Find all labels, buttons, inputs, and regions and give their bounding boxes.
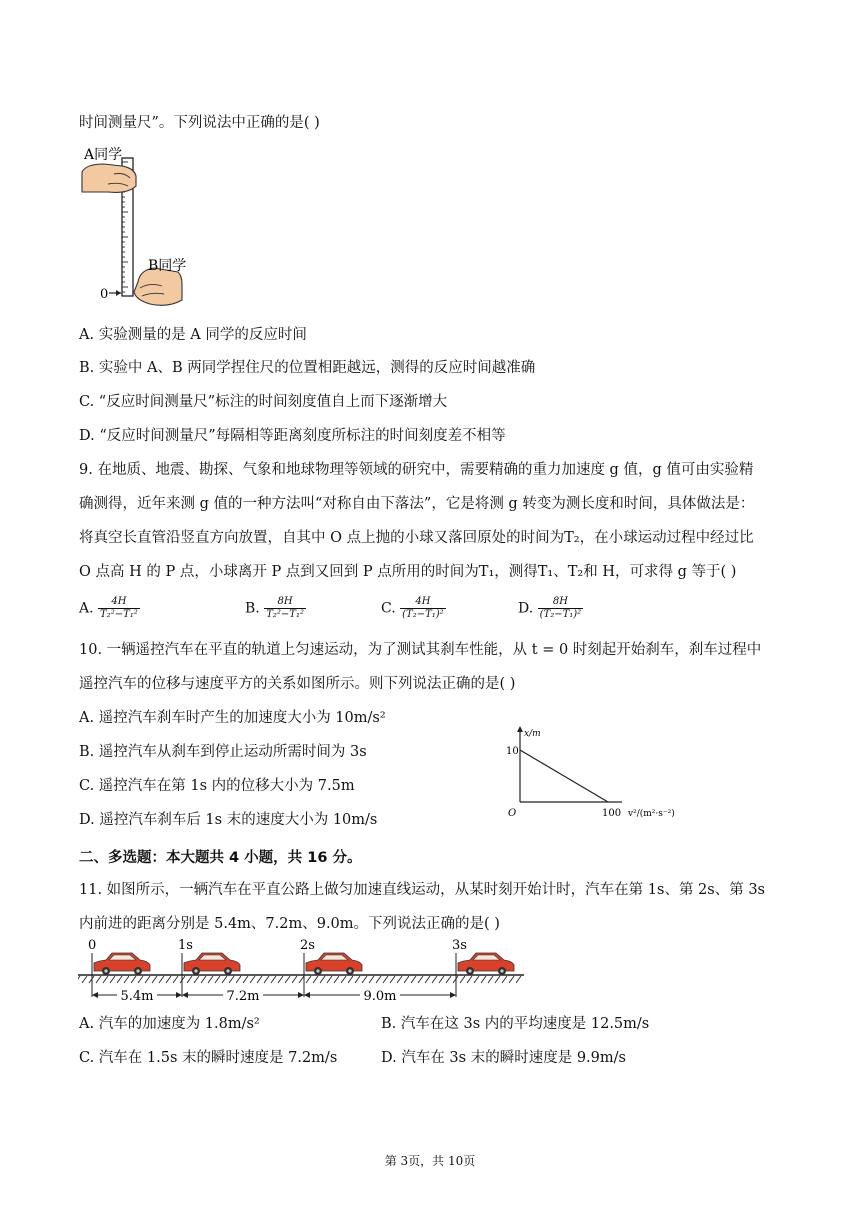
q11-option-d[interactable]: D. 汽车在 3s 末的瞬时速度是 9.9m/s (381, 1050, 626, 1066)
hand-a-icon (82, 164, 136, 192)
q9-option-a-label: A. (79, 600, 94, 617)
q8-stem-end: 时间测量尺”。下列说法中正确的是( ) (79, 115, 320, 131)
hatch-mark (78, 976, 80, 983)
hatch-mark (341, 976, 346, 983)
label-student-a: A同学 (84, 147, 123, 163)
q11-line-1: 11. 如图所示，一辆汽车在平直公路上做匀加速直线运动，从某时刻开始计时，汽车在第 1s、第 2s、第 3s (79, 882, 765, 898)
hatch-mark (215, 976, 220, 983)
q9-option-b-label: B. (245, 600, 260, 617)
hatch-mark (516, 976, 521, 983)
y-axis-arrow-icon (517, 726, 523, 732)
hatch-mark (502, 976, 507, 983)
hatch-mark (411, 976, 416, 983)
q9-option-d[interactable] (518, 596, 583, 621)
q9-option-c-label: C. (381, 600, 396, 617)
arrow-right-icon (450, 992, 456, 998)
series-line (520, 750, 608, 802)
hatch-mark (257, 976, 262, 983)
page-footer: 第 3页，共 10页 (384, 1154, 476, 1168)
x-axis-label: v²/(m²·s⁻²) (628, 809, 675, 819)
time-label: 1s (178, 938, 193, 953)
hatch-mark (166, 976, 171, 983)
hatch-mark (327, 976, 332, 983)
hatch-mark (355, 976, 360, 983)
hatch-mark (159, 976, 164, 983)
hatch-mark (369, 976, 374, 983)
hatch-mark (194, 976, 199, 983)
q10-option-d[interactable]: D. 遥控汽车刹车后 1s 末的速度大小为 10m/s (79, 812, 378, 828)
q8-option-c[interactable]: C. “反应时间测量尺”标注的时间刻度值自上而下逐渐增大 (79, 394, 448, 410)
q9-option-d-label: D. (518, 600, 534, 617)
hatch-mark (131, 976, 136, 983)
time-label: 3s (452, 938, 467, 953)
q10-line-1: 10. 一辆遥控汽车在平直的轨道上匀速运动，为了测试其刹车性能，从 t = 0 时刻起开始刹车，刹车过程中 (79, 642, 762, 658)
car-motion-figure (78, 935, 538, 1007)
car-icon (94, 953, 150, 975)
label-student-b: B同学 (148, 258, 187, 274)
hatch-mark (152, 976, 157, 983)
section-heading: 二、多选题：本大题共 4 小题，共 16 分。 (79, 850, 362, 866)
q9-line-3: 将真空长直管沿竖直方向放置，自其中 O 点上抛的小球又落回原处的时间为T₂，在小球运动过程中经过比 (79, 530, 754, 546)
hatch-mark (383, 976, 388, 983)
hatch-mark (103, 976, 108, 983)
arrow-right-icon (176, 992, 182, 998)
hatch-mark (509, 976, 514, 983)
q9-option-b-numerator: 8H (264, 596, 306, 609)
hatch-mark (313, 976, 318, 983)
hatch-mark (110, 976, 115, 983)
q9-option-c-denominator: (T₂−T₁)² (402, 609, 444, 620)
y-axis-label: x/m (524, 729, 541, 739)
hatch-mark (201, 976, 206, 983)
hatch-mark (208, 976, 213, 983)
hatch-mark (320, 976, 325, 983)
q9-line-4: O 点高 H 的 P 点，小球离开 P 点到又回到 P 点所用的时间为T₁，测得T₁、T₂和 H，可求得 g 等于( ) (79, 564, 737, 580)
q8-option-d[interactable]: D. “反应时间测量尺”每隔相等距离刻度所标注的时间刻度差不相等 (79, 428, 506, 444)
q9-line-2: 确测得，近年来测 g 值的一种方法叫“对称自由下落法”，它是将测 g 转变为测长度和时间，具体做法是： (79, 496, 755, 512)
hatch-mark (229, 976, 234, 983)
hatch-mark (222, 976, 227, 983)
q11-option-a[interactable]: A. 汽车的加速度为 1.8m/s² (79, 1016, 260, 1032)
arrow-right-icon (116, 290, 121, 296)
hatch-mark (446, 976, 451, 983)
q8-option-b[interactable]: B. 实验中 A、B 两同学捏住尺的位置相距越远，测得的反应时间越准确 (79, 360, 536, 376)
hatch-mark (173, 976, 178, 983)
hatch-mark (488, 976, 493, 983)
distance-label: 5.4m (120, 989, 154, 1004)
q9-option-d-numerator: 8H (538, 596, 584, 609)
hatch-mark (264, 976, 269, 983)
hatch-mark (334, 976, 339, 983)
car-icon (184, 953, 240, 975)
hatch-mark (292, 976, 297, 983)
q10-option-b[interactable]: B. 遥控汽车从刹车到停止运动所需时间为 3s (79, 744, 367, 760)
q9-option-b-denominator: T₂²−T₁² (266, 609, 304, 620)
hatch-mark (236, 976, 241, 983)
q9-option-d-denominator: (T₂−T₁)² (539, 609, 582, 620)
hatch-mark (439, 976, 444, 983)
q9-option-c-numerator: 4H (400, 596, 446, 609)
q11-option-c[interactable]: C. 汽车在 1.5s 末的瞬时速度是 7.2m/s (79, 1050, 338, 1066)
time-label: 2s (300, 938, 315, 953)
distance-label: 9.0m (363, 989, 397, 1004)
hatch-mark (138, 976, 143, 983)
hatch-mark (278, 976, 283, 983)
origin-label: O (508, 808, 517, 819)
hatch-mark (362, 976, 367, 983)
hatch-mark (397, 976, 402, 983)
q9-option-a[interactable] (79, 596, 140, 621)
arrow-left-icon (304, 992, 310, 998)
q11-line-2: 内前进的距离分别是 5.4m、7.2m、9.0m。下列说法正确的是( ) (79, 916, 500, 932)
displacement-velocity-chart (498, 720, 698, 824)
x-tick-label: 100 (602, 808, 622, 819)
hatch-mark (299, 976, 304, 983)
distance-label: 7.2m (226, 989, 260, 1004)
hatch-mark (117, 976, 122, 983)
hatch-mark (306, 976, 311, 983)
hatch-mark (285, 976, 290, 983)
hatch-mark (481, 976, 486, 983)
hatch-mark (124, 976, 129, 983)
arrow-right-icon (298, 992, 304, 998)
hatch-mark (187, 976, 192, 983)
q9-line-1: 9. 在地质、地震、勘探、气象和地球物理等领域的研究中，需要精确的重力加速度 g 值，g 值可由实验精 (79, 462, 754, 478)
hatch-mark (404, 976, 409, 983)
hatch-mark (243, 976, 248, 983)
time-label: 0 (88, 938, 97, 953)
q9-option-c[interactable] (381, 596, 446, 621)
q9-option-a-numerator: 4H (98, 596, 140, 609)
hatch-mark (82, 976, 87, 983)
hatch-mark (474, 976, 479, 983)
car-icon (306, 953, 362, 975)
q8-option-a[interactable]: A. 实验测量的是 A 同学的反应时间 (79, 327, 307, 343)
reaction-ruler-figure (78, 142, 208, 307)
arrow-left-icon (92, 992, 98, 998)
q10-line-2: 遥控汽车的位移与速度平方的关系如图所示。则下列说法正确的是( ) (79, 676, 516, 692)
arrow-left-icon (182, 992, 188, 998)
hatch-mark (145, 976, 150, 983)
hatch-mark (425, 976, 430, 983)
y-tick-label: 10 (506, 746, 519, 757)
q9-option-b[interactable] (245, 596, 306, 621)
hatch-mark (348, 976, 353, 983)
car-icon (458, 953, 514, 975)
q9-option-a-denominator: T₂²−T₁² (100, 609, 138, 620)
hatch-mark (390, 976, 395, 983)
hatch-mark (460, 976, 465, 983)
hatch-mark (432, 976, 437, 983)
hatch-mark (250, 976, 255, 983)
hatch-mark (418, 976, 423, 983)
hatch-mark (495, 976, 500, 983)
hatch-mark (467, 976, 472, 983)
hatch-mark (271, 976, 276, 983)
hatch-mark (376, 976, 381, 983)
q10-option-a[interactable]: A. 遥控汽车刹车时产生的加速度大小为 10m/s² (79, 710, 386, 726)
q10-option-c[interactable]: C. 遥控汽车在第 1s 内的位移大小为 7.5m (79, 778, 355, 794)
q11-option-b[interactable]: B. 汽车在这 3s 内的平均速度是 12.5m/s (381, 1016, 650, 1032)
hatch-mark (96, 976, 101, 983)
label-zero: 0 (100, 287, 109, 302)
